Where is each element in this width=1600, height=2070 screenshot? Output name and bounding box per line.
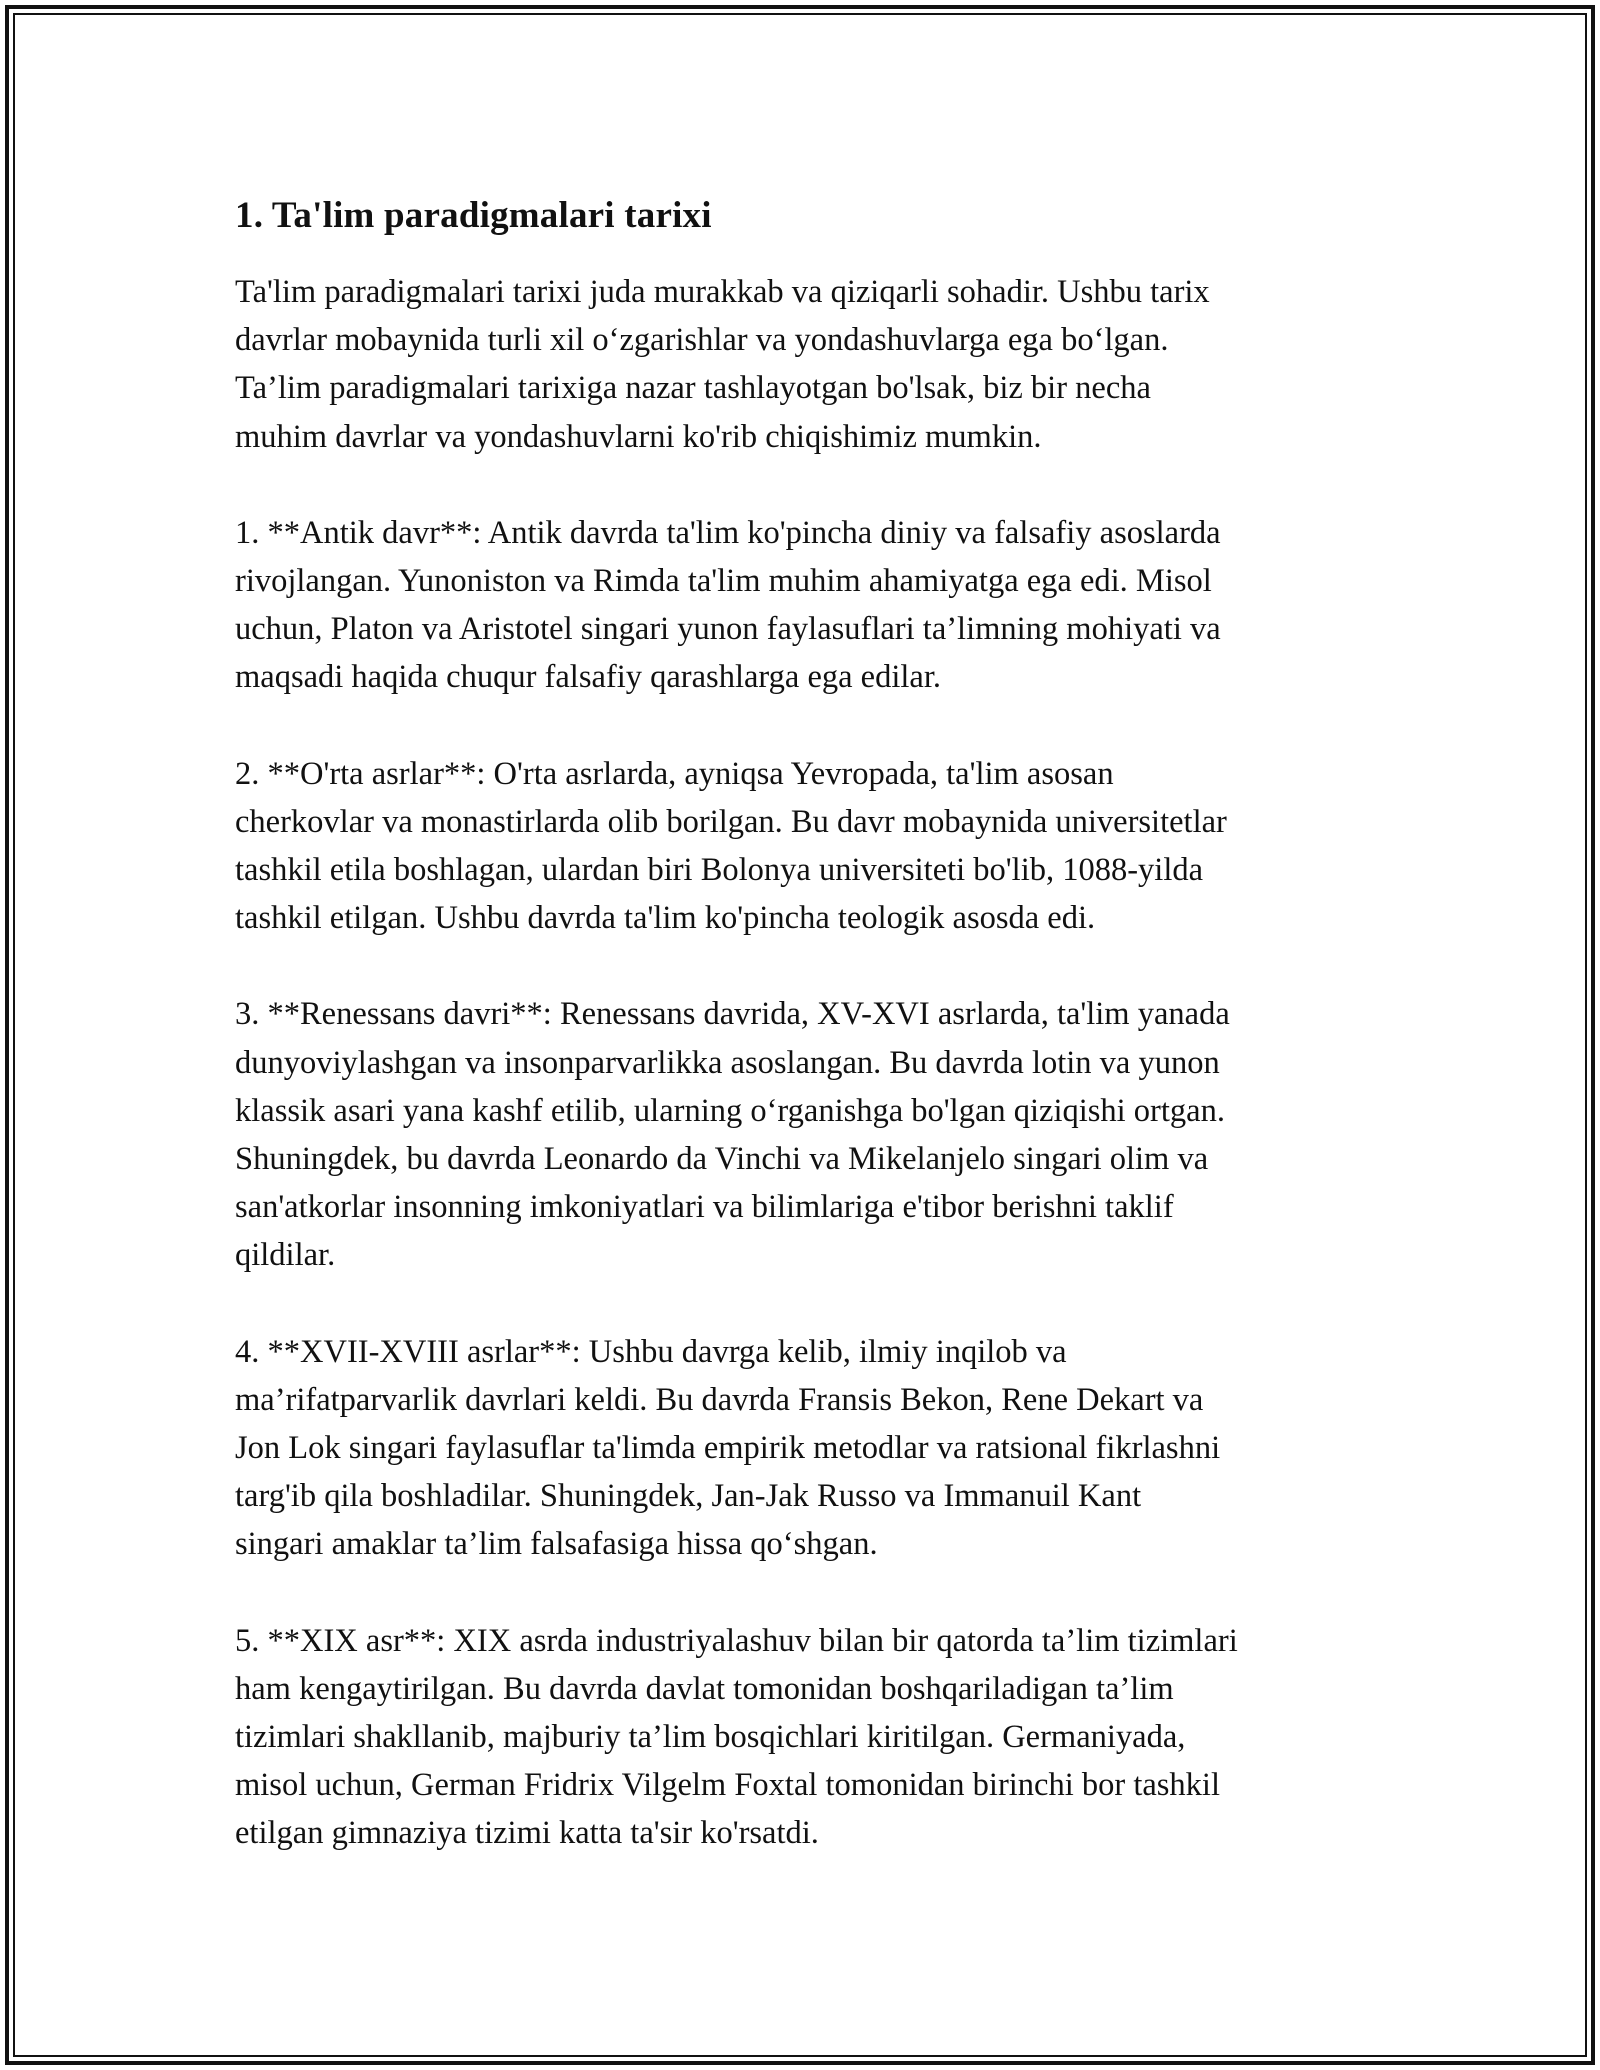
text-line: cherkovlar va monastirlarda olib borilgan. Bu davr mobaynida universitetlar	[235, 803, 1227, 840]
text-line: rivojlangan. Yunoniston va Rimda ta'lim muhim ahamiyatga ega edi. Misol	[235, 563, 1212, 600]
text-line: etilgan gimnaziya tizimi katta ta'sir ko'rsatdi.	[235, 1815, 819, 1852]
text-line: misol uchun, German Fridrix Vilgelm Foxtal tomonidan birinchi bor tashkil	[235, 1767, 1220, 1804]
paragraph-xvii-xviii-asrlar	[235, 1328, 1385, 1569]
text-line: 3. **Renessans davri**: Renessans davrida, XV-XVI asrlarda, ta'lim yanada	[235, 996, 1230, 1033]
text-line: tizimlari shakllanib, majburiy ta’lim bosqichlari kiritilgan. Germaniyada,	[235, 1719, 1186, 1756]
text-line: maqsadi haqida chuqur falsafiy qarashlarga ega edilar.	[235, 659, 941, 696]
text-line: uchun, Platon va Aristotel singari yunon faylasuflari ta’limning mohiyati va	[235, 611, 1221, 648]
text-line: klassik asari yana kashf etilib, ularning o‘rganishga bo'lgan qiziqishi ortgan.	[235, 1092, 1225, 1129]
text-line: 1. **Antik davr**: Antik davrda ta'lim ko'pincha diniy va falsafiy asoslarda	[235, 514, 1221, 551]
text-line: singari amaklar ta’lim falsafasiga hissa qo‘shgan.	[235, 1526, 878, 1563]
text-line: 5. **XIX asr**: XIX asrda industriyalashuv bilan bir qatorda ta’lim tizimlari	[235, 1622, 1238, 1659]
text-line: 4. **XVII-XVIII asrlar**: Ushbu davrga kelib, ilmiy inqilob va	[235, 1333, 1067, 1370]
intro-paragraph	[235, 268, 1385, 461]
paragraph-xix-asr	[235, 1617, 1385, 1858]
paragraph-antik-davr	[235, 509, 1385, 702]
text-line: dunyoviylashgan va insonparvarlikka asoslangan. Bu davrda lotin va yunon	[235, 1044, 1220, 1081]
text-line: Jon Lok singari faylasuflar ta'limda empirik metodlar va ratsional fikrlashni	[235, 1430, 1221, 1467]
text-line: targ'ib qila boshladilar. Shuningdek, Jan-Jak Russo va Immanuil Kant	[235, 1478, 1142, 1515]
text-line: qildilar.	[235, 1237, 336, 1274]
text-line: Shuningdek, bu davrda Leonardo da Vinchi va Mikelanjelo singari olim va	[235, 1141, 1209, 1178]
document-body	[235, 186, 1385, 1906]
paragraph-renessans-davri	[235, 990, 1385, 1279]
text-line: ham kengaytirilgan. Bu davrda davlat tomonidan boshqariladigan ta’lim	[235, 1670, 1174, 1707]
text-line: san'atkorlar insonning imkoniyatlari va bilimlariga e'tibor berishni taklif	[235, 1189, 1174, 1226]
text-line: Ta’lim paradigmalari tarixiga nazar tashlayotgan bo'lsak, biz bir necha	[235, 370, 1151, 407]
section-heading: 1. Ta'lim paradigmalari tarixi	[235, 195, 712, 236]
text-line: davrlar mobaynida turli xil o‘zgarishlar va yondashuvlarga ega bo‘lgan.	[235, 322, 1169, 359]
paragraph-orta-asrlar	[235, 750, 1385, 943]
text-line: 2. **O'rta asrlar**: O'rta asrlarda, ayniqsa Yevropada, ta'lim asosan	[235, 755, 1114, 792]
text-line: tashkil etila boshlagan, ulardan biri Bolonya universiteti bo'lib, 1088-yilda	[235, 852, 1204, 889]
text-line: ma’rifatparvarlik davrlari keldi. Bu davrda Fransis Bekon, Rene Dekart va	[235, 1381, 1204, 1418]
text-line: muhim davrlar va yondashuvlarni ko'rib chiqishimiz mumkin.	[235, 418, 1042, 455]
text-line: tashkil etilgan. Ushbu davrda ta'lim ko'pincha teologik asosda edi.	[235, 900, 1096, 937]
text-line: Ta'lim paradigmalari tarixi juda murakkab va qiziqarli sohadir. Ushbu tarix	[235, 274, 1210, 310]
